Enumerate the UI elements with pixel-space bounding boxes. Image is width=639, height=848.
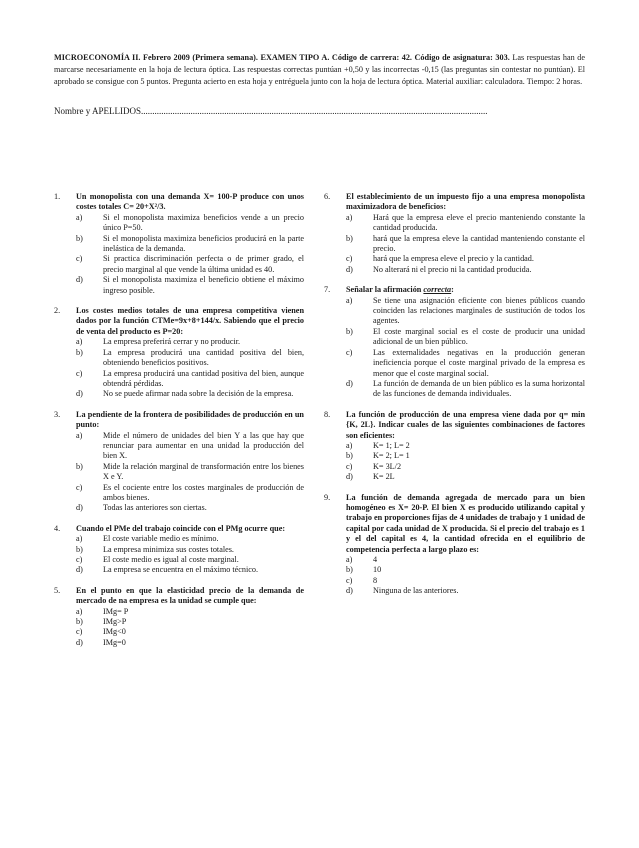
answer-options bbox=[324, 296, 585, 400]
option-letter: c) bbox=[346, 347, 353, 357]
option-text: Si el monopolista maximiza beneficios producirá en la parte inelástica de la demanda. bbox=[103, 233, 304, 254]
option-letter: a) bbox=[76, 337, 83, 347]
option-text: 8 bbox=[373, 575, 378, 585]
answer-options bbox=[54, 337, 304, 399]
answer-option bbox=[76, 254, 304, 275]
answer-option bbox=[76, 607, 304, 617]
question-number: 6. bbox=[324, 192, 331, 201]
answer-option bbox=[76, 638, 304, 648]
answer-option bbox=[346, 327, 585, 348]
option-text: Si practica discriminación perfecta o de primer grado, el precio marginal al que vende la última unidad es 40. bbox=[103, 254, 304, 274]
answer-option bbox=[346, 576, 585, 586]
option-text: El coste variable medio es mínimo. bbox=[103, 534, 219, 544]
answer-option bbox=[346, 254, 585, 264]
name-field-line: Nombre y APELLIDOS.......................................................................................................................................................... bbox=[54, 106, 488, 116]
answer-option bbox=[76, 213, 304, 234]
option-text: Si el monopolista maximiza beneficios vende a un precio único P=50. bbox=[103, 212, 304, 233]
question-stem: Un monopolista con una demanda X= 100-P produce con unos costes totales C= 20+X²/3. bbox=[76, 192, 304, 212]
question-6 bbox=[324, 192, 585, 275]
option-letter: d) bbox=[346, 378, 353, 388]
answer-options bbox=[324, 441, 585, 483]
option-letter: c) bbox=[346, 461, 353, 471]
option-text: K= 2L bbox=[373, 472, 395, 482]
answer-options bbox=[54, 607, 304, 649]
header-intro: MICROECONOMÍA II. Febrero 2009 (Primera semana). EXAMEN TIPO A. Código de carrera: 42. Código de asignatura: 303. bbox=[54, 53, 510, 62]
answer-option bbox=[76, 503, 304, 513]
header-instructions: Las respuestas han de marcarse necesariamente en la hoja de lectura óptica. Las respuestas correctas puntúan +0,50 y las incorrectas -0,15 (las preguntas sin contestar no puntúan). El aprobado se consigue con 5 puntos. Pregunta acierto en esta hoja y entréguela junto con la hoja de lectura óptica. Material auxiliar: calculadora. Tiempo: 2 horas. bbox=[54, 53, 585, 86]
question-5 bbox=[54, 586, 304, 648]
option-text: IMg>P bbox=[103, 617, 127, 627]
answer-options bbox=[54, 431, 304, 514]
option-text: K= 1; L= 2 bbox=[373, 440, 410, 450]
question-8 bbox=[324, 410, 585, 483]
option-letter: a) bbox=[76, 430, 83, 440]
option-letter: c) bbox=[76, 627, 83, 637]
option-letter: d) bbox=[76, 503, 83, 513]
option-letter: d) bbox=[346, 264, 353, 274]
option-text: Hará que la empresa eleve el precio manteniendo constante la cantidad producida. bbox=[373, 212, 585, 233]
option-letter: b) bbox=[346, 233, 353, 243]
option-text: K= 3L/2 bbox=[373, 461, 402, 471]
option-letter: a) bbox=[76, 534, 83, 544]
option-letter: b) bbox=[346, 326, 353, 336]
option-letter: b) bbox=[76, 461, 83, 471]
exam-page bbox=[54, 52, 585, 647]
option-text: Se tiene una asignación eficiente con bienes públicos cuando coinciden las relaciones marginales de sustitución de todos los agentes. bbox=[373, 295, 585, 326]
right-column bbox=[324, 192, 585, 607]
answer-option bbox=[346, 451, 585, 461]
option-text: Mide la relación marginal de transformación entre los bienes X e Y. bbox=[103, 461, 304, 482]
answer-option bbox=[76, 534, 304, 544]
option-text: Ninguna de las anteriores. bbox=[373, 586, 459, 596]
answer-option bbox=[76, 483, 304, 504]
answer-options bbox=[324, 213, 585, 275]
answer-option bbox=[76, 627, 304, 637]
question-stem bbox=[346, 285, 585, 295]
option-letter: b) bbox=[346, 565, 353, 575]
option-text: hará que la empresa eleve la cantidad manteniendo constante el precio. bbox=[373, 233, 585, 254]
option-letter: d) bbox=[76, 565, 83, 575]
question-stem: Cuando el PMe del trabajo coincide con el PMg ocurre que: bbox=[76, 523, 286, 533]
option-text: IMg=0 bbox=[103, 637, 126, 647]
option-letter: c) bbox=[76, 555, 83, 564]
option-letter: d) bbox=[76, 275, 83, 285]
question-1 bbox=[54, 192, 304, 296]
option-letter: a) bbox=[76, 212, 83, 222]
option-letter: d) bbox=[76, 389, 83, 399]
answer-option bbox=[346, 296, 585, 327]
option-letter: a) bbox=[346, 295, 353, 305]
answer-option bbox=[346, 213, 585, 234]
option-text: La empresa preferirá cerrar y no producir. bbox=[103, 337, 241, 347]
question-number: 1. bbox=[54, 192, 61, 201]
answer-option bbox=[76, 348, 304, 369]
option-text: Todas las anteriores son ciertas. bbox=[103, 503, 207, 513]
option-letter: c) bbox=[76, 482, 83, 492]
answer-option bbox=[346, 462, 585, 472]
option-text: Las externalidades negativas en la producción generan ineficiencia porque el coste marginal privado de la empresa es menor que el coste marginal social. bbox=[373, 347, 585, 378]
question-stem: El establecimiento de un impuesto fijo a una empresa monopolista maximizadora de beneficios: bbox=[346, 192, 585, 212]
question-4 bbox=[54, 524, 304, 576]
question-stem: La pendiente de la frontera de posibilidades de producción en un punto: bbox=[76, 409, 304, 430]
answer-option bbox=[346, 555, 585, 565]
option-text: hará que la empresa eleve el precio y la cantidad. bbox=[373, 254, 534, 264]
option-text: IMg= P bbox=[103, 606, 129, 616]
option-text: K= 2; L= 1 bbox=[373, 451, 410, 461]
question-stem: En el punto en que la elasticidad precio de la demanda de mercado de na empresa es la unidad se cumple que: bbox=[76, 585, 304, 606]
answer-option bbox=[76, 431, 304, 462]
answer-option bbox=[76, 555, 304, 565]
question-number: 5. bbox=[54, 585, 61, 595]
stem-text-end: : bbox=[451, 285, 454, 295]
answer-option bbox=[346, 234, 585, 255]
question-3 bbox=[54, 410, 304, 514]
option-letter: c) bbox=[76, 254, 83, 264]
answer-option bbox=[346, 379, 585, 400]
answer-option bbox=[346, 441, 585, 451]
option-letter: b) bbox=[76, 617, 83, 627]
answer-option bbox=[76, 565, 304, 575]
option-text: La empresa minimiza sus costes totales. bbox=[103, 544, 234, 554]
option-text: La empresa se encuentra en el máximo técnico. bbox=[103, 565, 259, 575]
option-letter: b) bbox=[76, 233, 83, 243]
question-stem: La función de producción de una empresa viene dada por q= min {K, 2L}. Indicar cuales de las siguientes combinaciones de factores son eficientes: bbox=[346, 409, 585, 440]
question-9 bbox=[324, 493, 585, 597]
answer-options bbox=[54, 213, 304, 296]
question-2 bbox=[54, 306, 304, 400]
question-number: 9. bbox=[324, 492, 331, 502]
option-letter: c) bbox=[346, 575, 353, 585]
answer-option bbox=[76, 275, 304, 296]
option-text: No alterará ni el precio ni la cantidad producida. bbox=[373, 264, 532, 274]
question-number: 3. bbox=[54, 409, 61, 419]
option-text: El coste medio es igual al coste marginal. bbox=[103, 555, 239, 564]
answer-option bbox=[346, 565, 585, 575]
answer-option bbox=[346, 472, 585, 482]
exam-header bbox=[54, 52, 585, 88]
option-text: La empresa producirá una cantidad positiva del bien, obteniendo beneficios positivos. bbox=[103, 347, 304, 368]
answer-option bbox=[76, 337, 304, 347]
answer-options bbox=[54, 534, 304, 576]
question-stem: La función de demanda agregada de mercado para un bien homogéneo es X= 20-P. El bien X es producido utilizando capital y trabajo en proporciones fijas de 4 unidades de trabajo y 1 unidad de capital por cada unidad de X producida. Si el precio del trabajo es 1 y el del capital es 4, la cantidad ofrecida en el equilibrio de competencia perfecta a largo plazo es: bbox=[346, 492, 585, 554]
option-letter: c) bbox=[346, 254, 353, 264]
option-text: 10 bbox=[373, 565, 382, 575]
option-text: El coste marginal social es el coste de producir una unidad adicional de un bien público. bbox=[373, 326, 585, 347]
answer-option bbox=[76, 617, 304, 627]
answer-option bbox=[76, 462, 304, 483]
option-letter: b) bbox=[76, 544, 83, 554]
question-number: 8. bbox=[324, 409, 331, 419]
stem-text: Señalar la afirmación bbox=[346, 285, 424, 295]
answer-option bbox=[76, 234, 304, 255]
answer-option bbox=[346, 348, 585, 379]
answer-option bbox=[346, 586, 585, 596]
answer-options bbox=[324, 555, 585, 597]
question-number: 7. bbox=[324, 285, 331, 295]
option-letter: d) bbox=[76, 637, 83, 647]
answer-option bbox=[346, 265, 585, 275]
option-text: 4 bbox=[373, 555, 378, 564]
answer-option bbox=[76, 369, 304, 390]
option-text: Mide el número de unidades del bien Y a las que hay que renunciar para aumentar en una unidad la producción del bien X. bbox=[103, 430, 304, 461]
question-number: 4. bbox=[54, 523, 61, 533]
option-letter: b) bbox=[346, 451, 353, 461]
option-text: Es el cociente entre los costes marginales de producción de ambos bienes. bbox=[103, 482, 304, 502]
option-text: Si el monopolista maximiza el beneficio obtiene el máximo ingreso posible. bbox=[103, 275, 304, 295]
option-text: La función de demanda de un bien público es la suma horizontal de las funciones de demanda individuales. bbox=[373, 378, 585, 399]
option-letter: a) bbox=[346, 440, 353, 450]
option-text: No se puede afirmar nada sobre la decisión de la empresa. bbox=[103, 389, 294, 399]
option-letter: c) bbox=[76, 368, 83, 378]
question-7 bbox=[324, 285, 585, 399]
option-text: La empresa producirá una cantidad positiva del bien, aunque obtendrá pérdidas. bbox=[103, 368, 304, 388]
left-column bbox=[54, 192, 304, 658]
option-letter: b) bbox=[76, 347, 83, 357]
option-letter: a) bbox=[346, 555, 353, 564]
stem-emphasis: correcta bbox=[423, 285, 452, 295]
option-letter: a) bbox=[76, 606, 83, 616]
option-letter: d) bbox=[346, 586, 353, 596]
answer-option bbox=[76, 545, 304, 555]
question-number: 2. bbox=[54, 306, 61, 316]
option-text: IMg<0 bbox=[103, 627, 126, 637]
option-letter: d) bbox=[346, 472, 353, 482]
option-letter: a) bbox=[346, 212, 353, 222]
answer-option bbox=[76, 389, 304, 399]
question-stem: Los costes medios totales de una empresa competitiva vienen dados por la función CTMe=9x+8+144/x. Sabiendo que el precio de venta del producto es P=20: bbox=[76, 306, 304, 336]
